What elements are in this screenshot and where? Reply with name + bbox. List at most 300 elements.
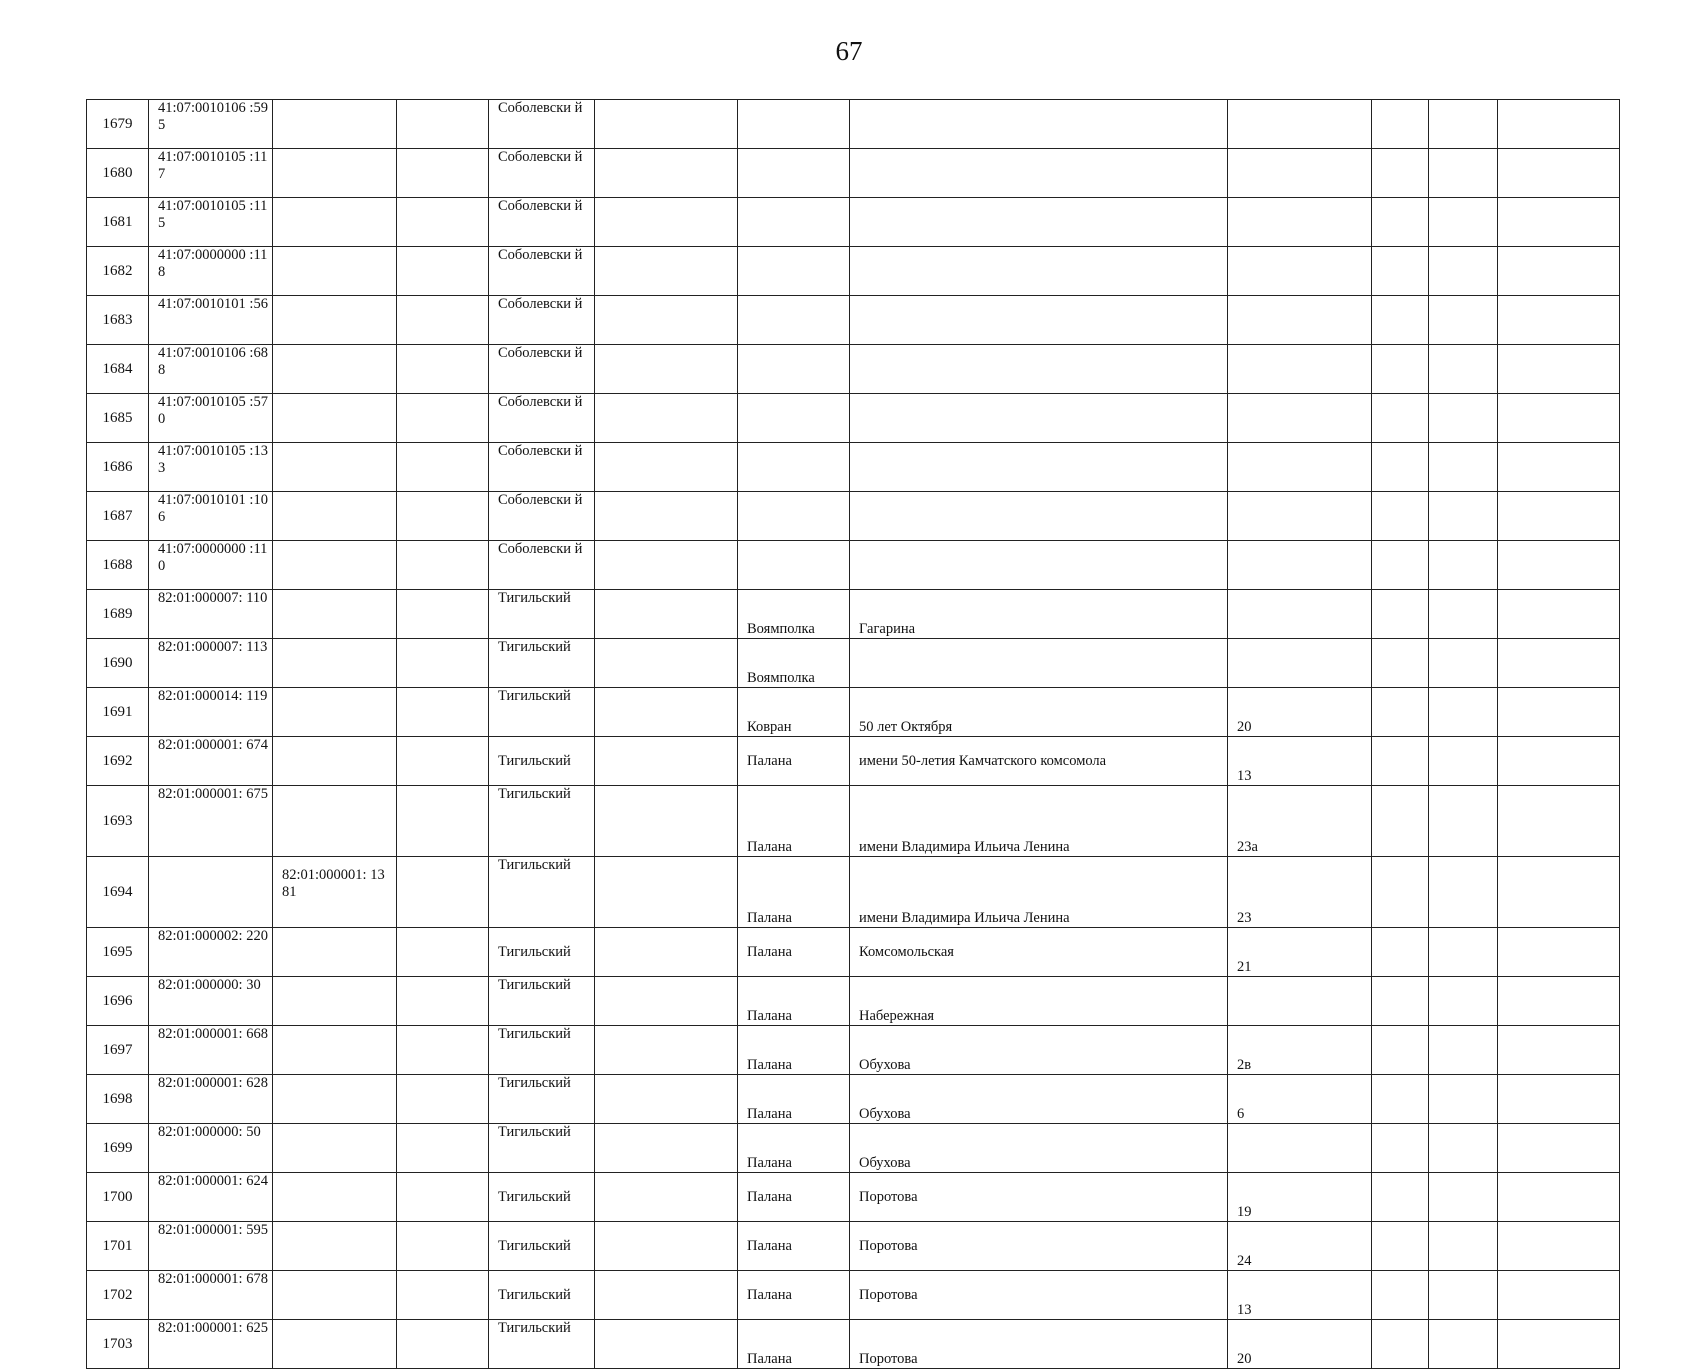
- district-cell: Тигильский: [489, 1075, 595, 1124]
- street-cell: 50 лет Октября: [850, 688, 1228, 737]
- table-row: [87, 100, 1620, 149]
- row-number: 1689: [87, 590, 149, 639]
- empty-cell: [397, 345, 489, 394]
- street-cell: Гагарина: [850, 590, 1228, 639]
- row-number: 1703: [87, 1320, 149, 1369]
- district-cell: Тигильский: [489, 977, 595, 1026]
- cadastral-number-alt: [273, 688, 397, 737]
- street-cell: [850, 198, 1228, 247]
- empty-cell: [1372, 857, 1429, 928]
- empty-cell: [595, 296, 738, 345]
- empty-cell: [1429, 492, 1498, 541]
- empty-cell: [397, 1124, 489, 1173]
- row-number: 1686: [87, 443, 149, 492]
- cadastral-number: 82:01:000001: 675: [149, 786, 273, 857]
- row-number: 1687: [87, 492, 149, 541]
- row-number: 1695: [87, 928, 149, 977]
- house-cell: [1228, 149, 1372, 198]
- settlement-cell: Воямполка: [738, 639, 850, 688]
- cadastral-number: 82:01:000001: 668: [149, 1026, 273, 1075]
- settlement-cell: Палана: [738, 1271, 850, 1320]
- empty-cell: [595, 1124, 738, 1173]
- empty-cell: [397, 1271, 489, 1320]
- table-row: [87, 443, 1620, 492]
- cadastral-number: 41:07:0010105 :570: [149, 394, 273, 443]
- cadastral-number: 82:01:000007: 110: [149, 590, 273, 639]
- empty-cell: [1498, 1320, 1620, 1369]
- cadastral-number-alt: [273, 1173, 397, 1222]
- cadastral-number: 82:01:000001: 674: [149, 737, 273, 786]
- settlement-cell: [738, 541, 850, 590]
- empty-cell: [1372, 541, 1429, 590]
- empty-cell: [1498, 590, 1620, 639]
- empty-cell: [1429, 394, 1498, 443]
- row-number: 1681: [87, 198, 149, 247]
- empty-cell: [1429, 857, 1498, 928]
- house-cell: [1228, 977, 1372, 1026]
- street-cell: [850, 394, 1228, 443]
- district-cell: Тигильский: [489, 639, 595, 688]
- house-cell: 13: [1228, 737, 1372, 786]
- empty-cell: [1498, 977, 1620, 1026]
- district-cell: Соболевски й: [489, 541, 595, 590]
- empty-cell: [1429, 1075, 1498, 1124]
- empty-cell: [595, 345, 738, 394]
- empty-cell: [397, 198, 489, 247]
- district-cell: Тигильский: [489, 928, 595, 977]
- table-row: [87, 394, 1620, 443]
- settlement-cell: Палана: [738, 1026, 850, 1075]
- settlement-cell: Ковран: [738, 688, 850, 737]
- house-cell: 6: [1228, 1075, 1372, 1124]
- empty-cell: [595, 492, 738, 541]
- empty-cell: [595, 737, 738, 786]
- table-row: [87, 857, 1620, 928]
- empty-cell: [1498, 394, 1620, 443]
- empty-cell: [1429, 977, 1498, 1026]
- house-cell: 24: [1228, 1222, 1372, 1271]
- cadastral-number-alt: [273, 1026, 397, 1075]
- empty-cell: [1429, 786, 1498, 857]
- street-cell: имени Владимира Ильича Ленина: [850, 786, 1228, 857]
- empty-cell: [397, 443, 489, 492]
- registry-table: [86, 99, 1620, 1369]
- empty-cell: [1429, 149, 1498, 198]
- table-row: [87, 1222, 1620, 1271]
- district-cell: Тигильский: [489, 1173, 595, 1222]
- street-cell: [850, 639, 1228, 688]
- empty-cell: [595, 443, 738, 492]
- district-cell: Соболевски й: [489, 247, 595, 296]
- empty-cell: [1498, 443, 1620, 492]
- empty-cell: [1498, 1026, 1620, 1075]
- house-cell: 20: [1228, 1320, 1372, 1369]
- empty-cell: [595, 1026, 738, 1075]
- cadastral-number-alt: [273, 100, 397, 149]
- empty-cell: [1372, 1124, 1429, 1173]
- empty-cell: [595, 541, 738, 590]
- street-cell: Поротова: [850, 1320, 1228, 1369]
- empty-cell: [1429, 1222, 1498, 1271]
- row-number: 1696: [87, 977, 149, 1026]
- empty-cell: [1429, 1173, 1498, 1222]
- cadastral-number: 41:07:0010101 :56: [149, 296, 273, 345]
- row-number: 1698: [87, 1075, 149, 1124]
- street-cell: Набережная: [850, 977, 1228, 1026]
- row-number: 1701: [87, 1222, 149, 1271]
- empty-cell: [1372, 149, 1429, 198]
- house-cell: [1228, 1124, 1372, 1173]
- empty-cell: [1429, 737, 1498, 786]
- empty-cell: [1498, 737, 1620, 786]
- empty-cell: [1372, 639, 1429, 688]
- empty-cell: [397, 100, 489, 149]
- empty-cell: [397, 639, 489, 688]
- house-cell: [1228, 590, 1372, 639]
- empty-cell: [1429, 198, 1498, 247]
- empty-cell: [397, 1173, 489, 1222]
- street-cell: Обухова: [850, 1026, 1228, 1075]
- house-cell: [1228, 198, 1372, 247]
- empty-cell: [397, 149, 489, 198]
- table-row: [87, 688, 1620, 737]
- cadastral-number: 82:01:000007: 113: [149, 639, 273, 688]
- settlement-cell: [738, 247, 850, 296]
- table-row: [87, 1075, 1620, 1124]
- row-number: 1682: [87, 247, 149, 296]
- house-cell: 20: [1228, 688, 1372, 737]
- cadastral-number-alt: [273, 639, 397, 688]
- empty-cell: [1372, 296, 1429, 345]
- cadastral-number-alt: [273, 1075, 397, 1124]
- empty-cell: [1498, 639, 1620, 688]
- table-row: [87, 1173, 1620, 1222]
- empty-cell: [1372, 1320, 1429, 1369]
- settlement-cell: Палана: [738, 1222, 850, 1271]
- table-row: [87, 977, 1620, 1026]
- empty-cell: [1372, 1222, 1429, 1271]
- district-cell: Соболевски й: [489, 492, 595, 541]
- house-cell: [1228, 296, 1372, 345]
- settlement-cell: [738, 394, 850, 443]
- row-number: 1680: [87, 149, 149, 198]
- cadastral-number: 82:01:000001: 678: [149, 1271, 273, 1320]
- cadastral-number-alt: [273, 149, 397, 198]
- settlement-cell: [738, 345, 850, 394]
- house-cell: 13: [1228, 1271, 1372, 1320]
- table-row: [87, 247, 1620, 296]
- cadastral-number-alt: [273, 1320, 397, 1369]
- empty-cell: [1372, 688, 1429, 737]
- row-number: 1683: [87, 296, 149, 345]
- house-cell: [1228, 100, 1372, 149]
- settlement-cell: Палана: [738, 737, 850, 786]
- settlement-cell: [738, 149, 850, 198]
- cadastral-number-alt: [273, 198, 397, 247]
- cadastral-number: 82:01:000000: 50: [149, 1124, 273, 1173]
- empty-cell: [1429, 443, 1498, 492]
- settlement-cell: Палана: [738, 1320, 850, 1369]
- empty-cell: [1372, 1075, 1429, 1124]
- table-row: [87, 1320, 1620, 1369]
- street-cell: [850, 247, 1228, 296]
- district-cell: Тигильский: [489, 857, 595, 928]
- row-number: 1690: [87, 639, 149, 688]
- empty-cell: [1429, 100, 1498, 149]
- row-number: 1697: [87, 1026, 149, 1075]
- table-row: [87, 786, 1620, 857]
- empty-cell: [1498, 198, 1620, 247]
- cadastral-number: 41:07:0000000 :110: [149, 541, 273, 590]
- settlement-cell: [738, 296, 850, 345]
- empty-cell: [1498, 688, 1620, 737]
- empty-cell: [1372, 1026, 1429, 1075]
- street-cell: [850, 492, 1228, 541]
- empty-cell: [1429, 1124, 1498, 1173]
- empty-cell: [1372, 100, 1429, 149]
- empty-cell: [397, 786, 489, 857]
- empty-cell: [1498, 541, 1620, 590]
- cadastral-number-alt: [273, 1124, 397, 1173]
- empty-cell: [595, 1271, 738, 1320]
- empty-cell: [1429, 1271, 1498, 1320]
- house-cell: [1228, 639, 1372, 688]
- empty-cell: [1372, 443, 1429, 492]
- row-number: 1694: [87, 857, 149, 928]
- district-cell: Тигильский: [489, 737, 595, 786]
- settlement-cell: [738, 492, 850, 541]
- district-cell: Тигильский: [489, 1222, 595, 1271]
- empty-cell: [1498, 492, 1620, 541]
- cadastral-number: 82:01:000001: 624: [149, 1173, 273, 1222]
- empty-cell: [1498, 247, 1620, 296]
- empty-cell: [397, 1222, 489, 1271]
- district-cell: Тигильский: [489, 590, 595, 639]
- empty-cell: [1372, 198, 1429, 247]
- empty-cell: [397, 492, 489, 541]
- cadastral-number-alt: [273, 977, 397, 1026]
- house-cell: 23: [1228, 857, 1372, 928]
- cadastral-number-alt: [273, 737, 397, 786]
- street-cell: Обухова: [850, 1075, 1228, 1124]
- row-number: 1700: [87, 1173, 149, 1222]
- row-number: 1679: [87, 100, 149, 149]
- empty-cell: [595, 149, 738, 198]
- empty-cell: [595, 1173, 738, 1222]
- district-cell: Тигильский: [489, 1320, 595, 1369]
- empty-cell: [1498, 1124, 1620, 1173]
- settlement-cell: Палана: [738, 928, 850, 977]
- empty-cell: [1429, 639, 1498, 688]
- cadastral-number: 82:01:000000: 30: [149, 977, 273, 1026]
- district-cell: Тигильский: [489, 1026, 595, 1075]
- cadastral-number-alt: [273, 296, 397, 345]
- table-row: [87, 590, 1620, 639]
- empty-cell: [1429, 1026, 1498, 1075]
- table-row: [87, 345, 1620, 394]
- district-cell: Соболевски й: [489, 100, 595, 149]
- empty-cell: [397, 394, 489, 443]
- district-cell: Тигильский: [489, 688, 595, 737]
- empty-cell: [1372, 345, 1429, 394]
- empty-cell: [1498, 1222, 1620, 1271]
- street-cell: Поротова: [850, 1173, 1228, 1222]
- table-row: [87, 198, 1620, 247]
- empty-cell: [1429, 541, 1498, 590]
- empty-cell: [1498, 1075, 1620, 1124]
- empty-cell: [1429, 247, 1498, 296]
- settlement-cell: Палана: [738, 857, 850, 928]
- empty-cell: [1372, 786, 1429, 857]
- district-cell: Соболевски й: [489, 149, 595, 198]
- house-cell: [1228, 394, 1372, 443]
- street-cell: [850, 296, 1228, 345]
- settlement-cell: Воямполка: [738, 590, 850, 639]
- district-cell: Тигильский: [489, 786, 595, 857]
- empty-cell: [1372, 394, 1429, 443]
- house-cell: [1228, 492, 1372, 541]
- district-cell: Соболевски й: [489, 198, 595, 247]
- cadastral-number: 41:07:0010101 :106: [149, 492, 273, 541]
- empty-cell: [595, 1320, 738, 1369]
- table-row: [87, 928, 1620, 977]
- cadastral-number-alt: [273, 247, 397, 296]
- cadastral-number: 41:07:0010105 :133: [149, 443, 273, 492]
- street-cell: [850, 149, 1228, 198]
- table-row: [87, 737, 1620, 786]
- cadastral-number: 41:07:0010105 :115: [149, 198, 273, 247]
- house-cell: 2в: [1228, 1026, 1372, 1075]
- cadastral-number: 82:01:000002: 220: [149, 928, 273, 977]
- settlement-cell: Палана: [738, 1075, 850, 1124]
- district-cell: Тигильский: [489, 1271, 595, 1320]
- house-cell: [1228, 541, 1372, 590]
- house-cell: [1228, 247, 1372, 296]
- cadastral-number-alt: 82:01:000001: 1381: [273, 857, 397, 928]
- row-number: 1685: [87, 394, 149, 443]
- empty-cell: [595, 857, 738, 928]
- district-cell: Соболевски й: [489, 345, 595, 394]
- settlement-cell: Палана: [738, 786, 850, 857]
- empty-cell: [397, 541, 489, 590]
- cadastral-number: 41:07:0010106 :688: [149, 345, 273, 394]
- cadastral-number-alt: [273, 590, 397, 639]
- street-cell: [850, 100, 1228, 149]
- row-number: 1702: [87, 1271, 149, 1320]
- cadastral-number: 82:01:000001: 625: [149, 1320, 273, 1369]
- empty-cell: [397, 688, 489, 737]
- empty-cell: [1372, 1271, 1429, 1320]
- settlement-cell: Палана: [738, 1173, 850, 1222]
- empty-cell: [397, 737, 489, 786]
- empty-cell: [397, 590, 489, 639]
- empty-cell: [595, 1075, 738, 1124]
- table-row: [87, 639, 1620, 688]
- table-row: [87, 149, 1620, 198]
- cadastral-number: 82:01:000001: 628: [149, 1075, 273, 1124]
- street-cell: Поротова: [850, 1222, 1228, 1271]
- cadastral-number: 41:07:0010106 :595: [149, 100, 273, 149]
- settlement-cell: [738, 198, 850, 247]
- empty-cell: [397, 1320, 489, 1369]
- row-number: 1693: [87, 786, 149, 857]
- cadastral-number-alt: [273, 394, 397, 443]
- empty-cell: [1498, 786, 1620, 857]
- settlement-cell: Палана: [738, 977, 850, 1026]
- street-cell: Комсомольская: [850, 928, 1228, 977]
- empty-cell: [1498, 149, 1620, 198]
- empty-cell: [595, 639, 738, 688]
- empty-cell: [1498, 100, 1620, 149]
- empty-cell: [595, 928, 738, 977]
- empty-cell: [1498, 928, 1620, 977]
- empty-cell: [595, 1222, 738, 1271]
- empty-cell: [1429, 688, 1498, 737]
- settlement-cell: [738, 100, 850, 149]
- cadastral-number: 41:07:0000000 :118: [149, 247, 273, 296]
- row-number: 1692: [87, 737, 149, 786]
- empty-cell: [595, 688, 738, 737]
- cadastral-number: 41:07:0010105 :117: [149, 149, 273, 198]
- table-row: [87, 1124, 1620, 1173]
- empty-cell: [397, 247, 489, 296]
- empty-cell: [1498, 857, 1620, 928]
- cadastral-number-alt: [273, 492, 397, 541]
- empty-cell: [397, 296, 489, 345]
- empty-cell: [1429, 296, 1498, 345]
- cadastral-number-alt: [273, 786, 397, 857]
- empty-cell: [595, 100, 738, 149]
- empty-cell: [1372, 928, 1429, 977]
- empty-cell: [397, 928, 489, 977]
- empty-cell: [1372, 247, 1429, 296]
- cadastral-number-alt: [273, 541, 397, 590]
- street-cell: [850, 345, 1228, 394]
- street-cell: имени 50-летия Камчатского комсомола: [850, 737, 1228, 786]
- house-cell: [1228, 443, 1372, 492]
- house-cell: [1228, 345, 1372, 394]
- empty-cell: [1429, 1320, 1498, 1369]
- row-number: 1684: [87, 345, 149, 394]
- street-cell: Поротова: [850, 1271, 1228, 1320]
- empty-cell: [595, 977, 738, 1026]
- district-cell: Соболевски й: [489, 296, 595, 345]
- cadastral-number: [149, 857, 273, 928]
- empty-cell: [595, 198, 738, 247]
- empty-cell: [595, 394, 738, 443]
- settlement-cell: [738, 443, 850, 492]
- street-cell: Обухова: [850, 1124, 1228, 1173]
- district-cell: Тигильский: [489, 1124, 595, 1173]
- cadastral-number-alt: [273, 928, 397, 977]
- street-cell: [850, 443, 1228, 492]
- district-cell: Соболевски й: [489, 443, 595, 492]
- empty-cell: [1498, 1271, 1620, 1320]
- cadastral-number-alt: [273, 1222, 397, 1271]
- empty-cell: [595, 590, 738, 639]
- street-cell: [850, 541, 1228, 590]
- empty-cell: [1429, 345, 1498, 394]
- row-number: 1699: [87, 1124, 149, 1173]
- cadastral-number-alt: [273, 345, 397, 394]
- empty-cell: [1372, 590, 1429, 639]
- table-row: [87, 492, 1620, 541]
- empty-cell: [1372, 1173, 1429, 1222]
- empty-cell: [397, 977, 489, 1026]
- table-row: [87, 1026, 1620, 1075]
- house-cell: 23а: [1228, 786, 1372, 857]
- empty-cell: [397, 1075, 489, 1124]
